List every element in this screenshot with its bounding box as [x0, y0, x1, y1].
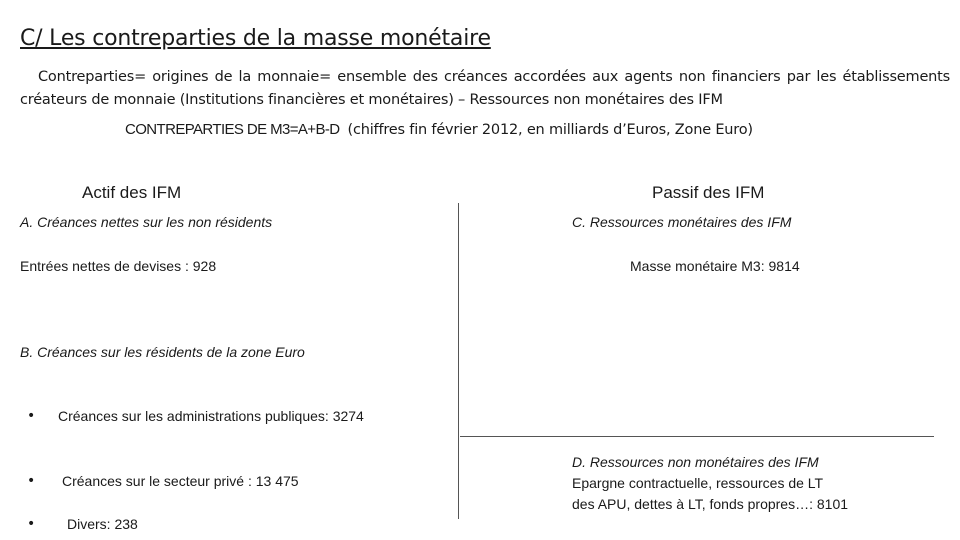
section-a-title: A. Créances nettes sur les non résidents: [20, 214, 273, 230]
bullet-icon: •: [27, 408, 36, 424]
intro-paragraph: Contreparties= origines de la monnaie= ensemble des créances accordées aux agents non financiers par les établissements créateurs de monnaie (Institutions financières et monétaires) – Ressources non monétaires des IFM: [20, 69, 950, 108]
bullet-icon: •: [27, 473, 36, 489]
section-d-line: des APU, dettes à LT, fonds propres…: 8101: [572, 496, 849, 512]
section-b-item: Créances sur les administrations publiques: 3274: [58, 408, 364, 424]
subtitle: [125, 120, 753, 138]
subtitle-formula: CONTREPARTIES DE M3=A+B-D: [125, 121, 340, 138]
vertical-divider: [458, 203, 459, 519]
horizontal-divider: [460, 436, 934, 437]
section-d-line: Epargne contractuelle, ressources de LT: [572, 475, 824, 491]
section-c-item: Masse monétaire M3: 9814: [630, 258, 800, 274]
section-c-title: C. Ressources monétaires des IFM: [572, 214, 792, 230]
passif-heading: Passif des IFM: [652, 183, 765, 202]
section-b-item: Divers: 238: [67, 516, 138, 532]
section-b-title: B. Créances sur les résidents de la zone Euro: [20, 344, 305, 360]
section-d-title: D. Ressources non monétaires des IFM: [572, 454, 819, 470]
section-b-item: Créances sur le secteur privé : 13 475: [62, 473, 299, 489]
section-d: [572, 452, 848, 515]
page-title: C/ Les contreparties de la masse monétaire: [20, 26, 491, 51]
bullet-icon: •: [27, 516, 36, 532]
subtitle-note: (chiffres fin février 2012, en milliards d’Euros, Zone Euro): [347, 122, 753, 138]
actif-heading: Actif des IFM: [82, 183, 182, 202]
section-a-item: Entrées nettes de devises : 928: [20, 258, 217, 274]
